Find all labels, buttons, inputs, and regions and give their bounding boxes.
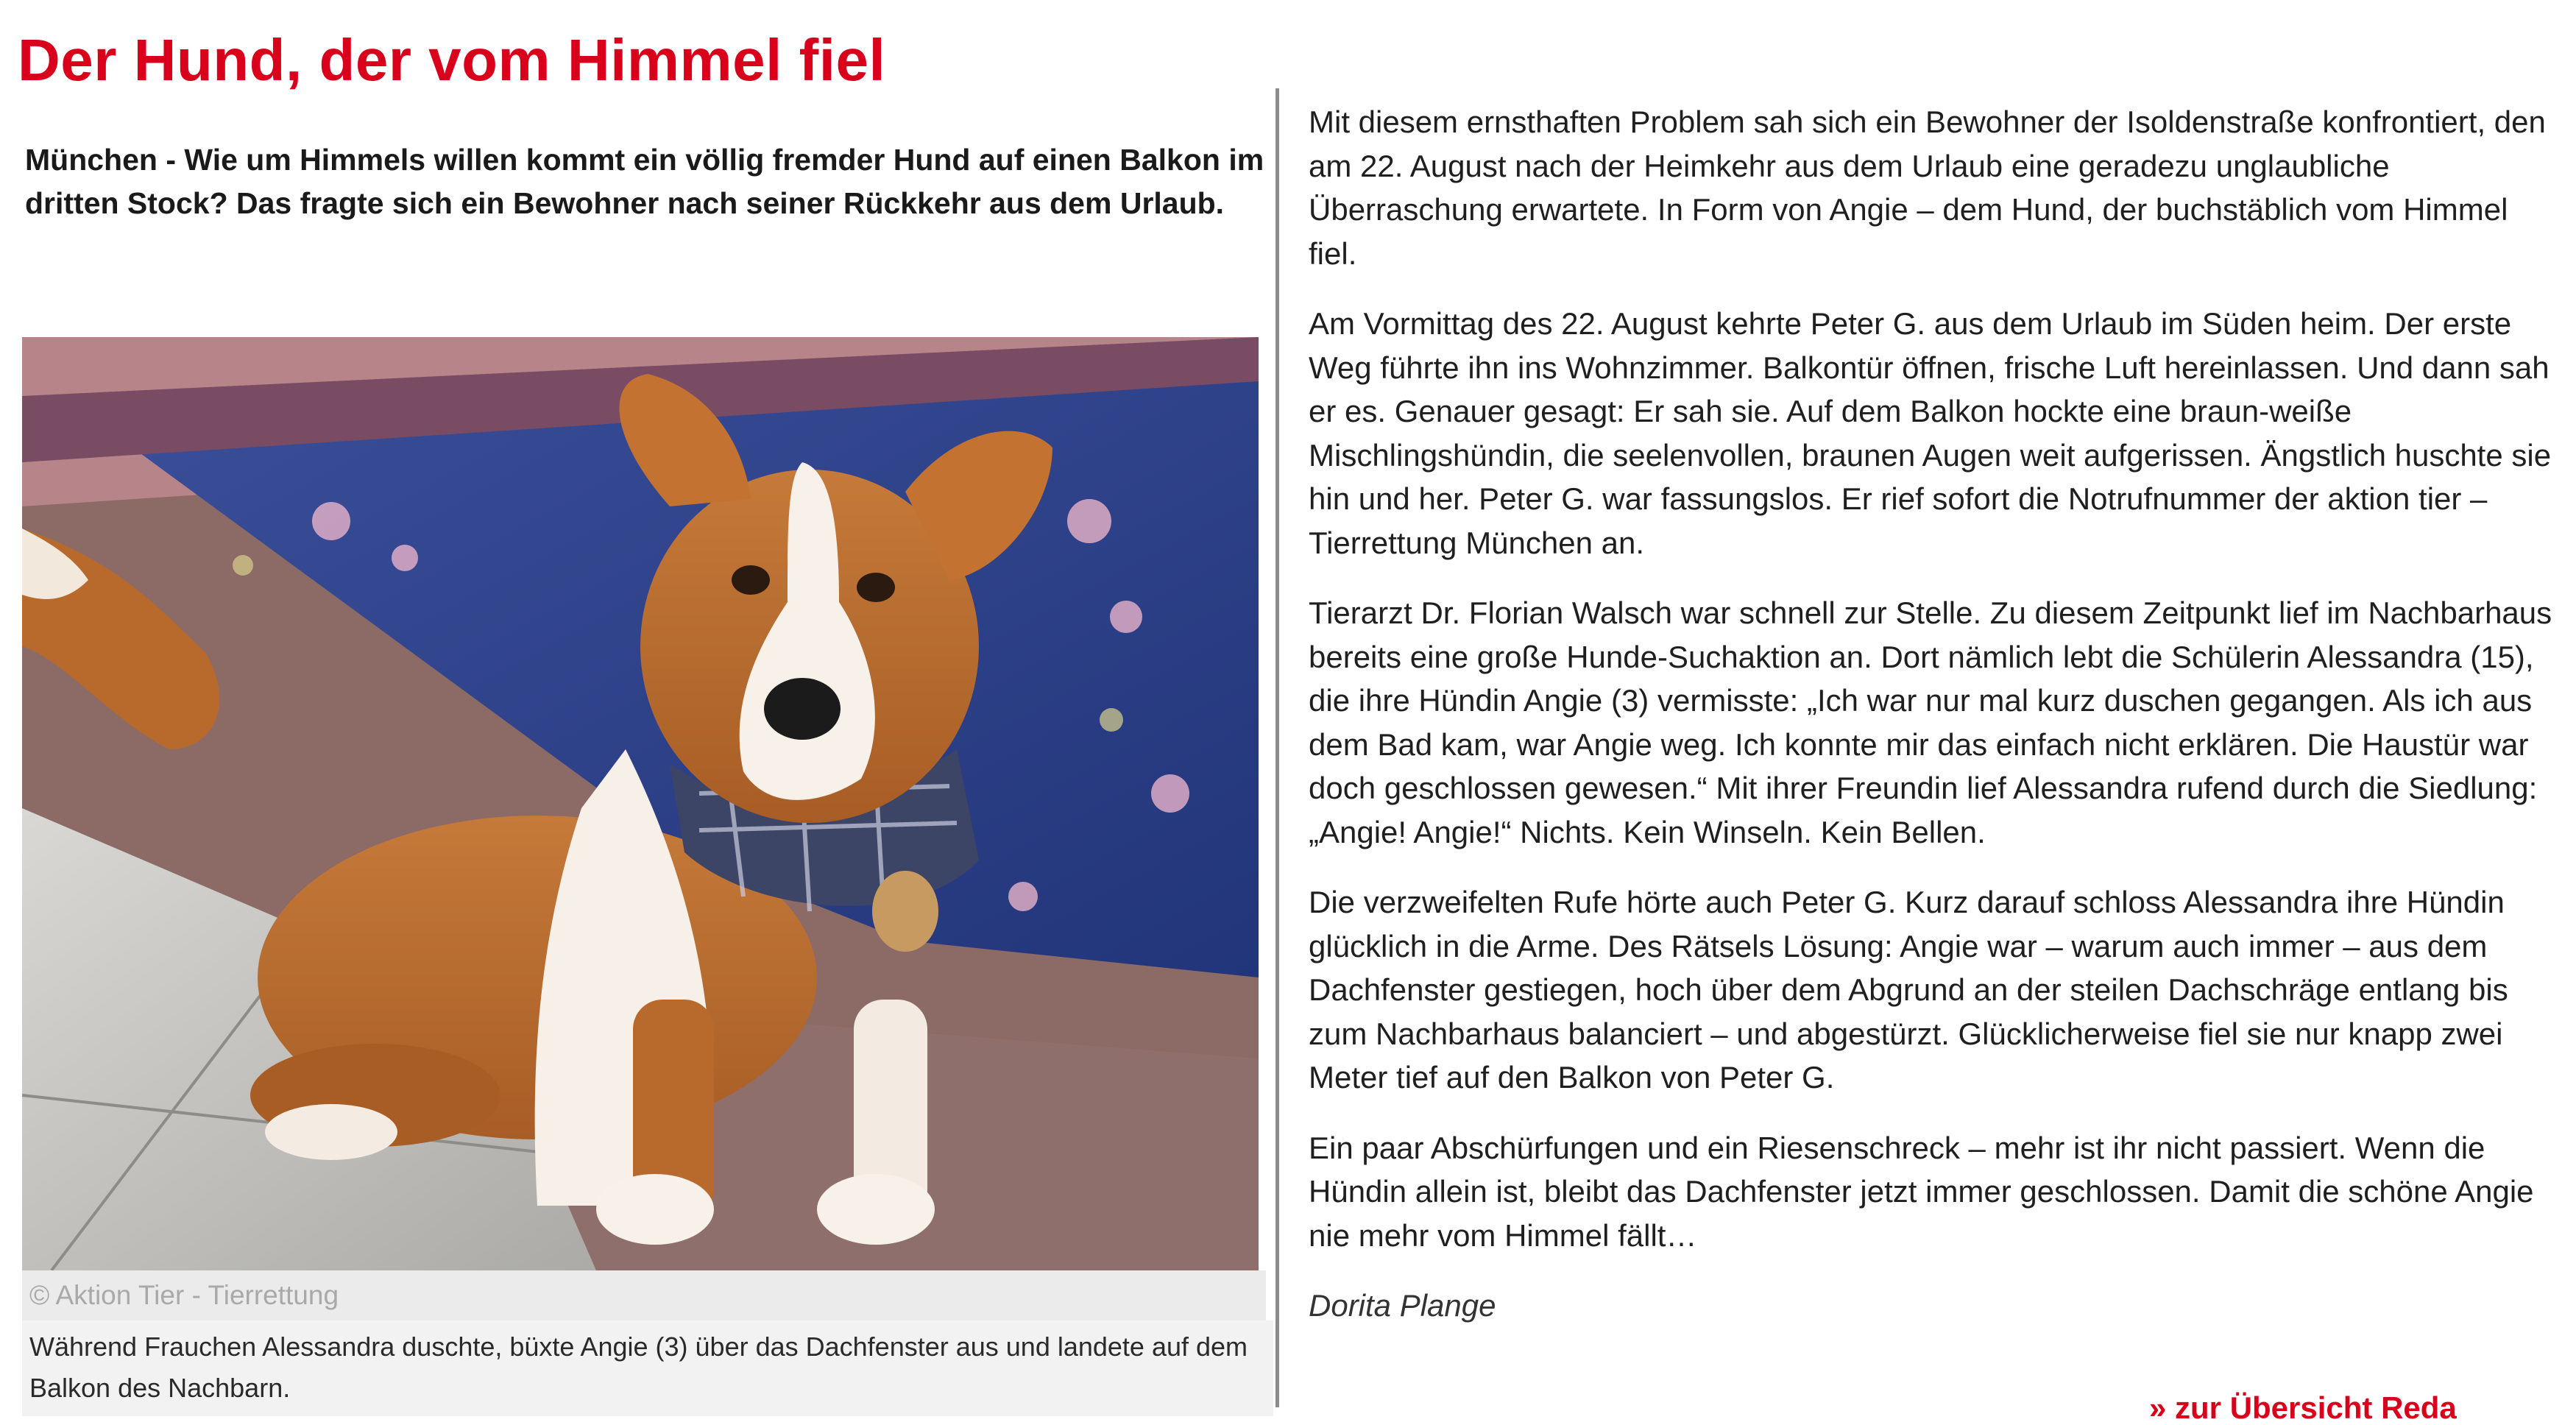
overview-link[interactable]: » zur Übersicht Reda [2149,1390,2457,1425]
article-figure [22,337,1273,1416]
column-divider [1275,88,1279,1407]
image-credit: © Aktion Tier - Tierrettung [22,1270,1266,1320]
body-paragraph: Tierarzt Dr. Florian Walsch war schnell zur Stelle. Zu diesem Zeitpunkt lief im Nachbarhaus bereits eine große Hunde-Suchaktion an. Dort nämlich lebt die Schülerin Alessandra (15), die ihre Hündin Angie (3) vermisste: „Ich war nur mal kurz duschen gegangen. Als ich aus dem Bad kam, war Angie weg. Ich konnte mir das einfach nicht erklären. Die Haustür war doch geschlossen gewesen.“ Mit ihrer Freundin lief Alessandra rufend durch die Siedlung: „Angie! Angie!“ Nichts. Kein Winseln. Kein Bellen. [1309,595,2552,849]
article-body [1309,100,2560,1354]
body-paragraph: Die verzweifelten Rufe hörte auch Peter G. Kurz darauf schloss Alessandra ihre Hündin glücklich in die Arme. Des Rätsels Lösung: Angie war – warum auch immer – aus dem Dachfenster gestiegen, hoch über dem Abgrund an der steilen Dachschräge entlang bis zum Nachbarhaus balanciert – und abgestürzt. Glücklicherweise fiel sie nur knapp zwei Meter tief auf den Balkon von Peter G. [1309,885,2508,1095]
article-lead: München - Wie um Himmels willen kommt ein völlig fremder Hund auf einen Balkon im dritten Stock? Das fragte sich ein Bewohner nach seiner Rückkehr aus dem Urlaub. [25,143,1264,220]
body-paragraph: Ein paar Abschürfungen und ein Riesenschreck – mehr ist ihr nicht passiert. Wenn die Hündin allein ist, bleibt das Dachfenster jetzt immer geschlossen. Damit die schöne Angie nie mehr vom Himmel fällt… [1309,1130,2534,1253]
body-paragraph: Mit diesem ernsthaften Problem sah sich ein Bewohner der Isoldenstraße konfrontiert, den am 22. August nach der Heimkehr aus dem Urlaub eine geradezu unglaubliche Überraschung erwartete. In Form von Angie – dem Hund, der buchstäblich vom Himmel fiel. [1309,105,2546,271]
article-title: Der Hund, der vom Himmel fiel [18,27,886,93]
image-caption: Während Frauchen Alessandra duschte, büxte Angie (3) über das Dachfenster aus und landete auf dem Balkon des Nachbarn. [22,1320,1273,1416]
dog-photo [22,337,1259,1270]
article-author: Dorita Plange [1309,1288,1496,1323]
body-paragraph: Am Vormittag des 22. August kehrte Peter G. aus dem Urlaub im Süden heim. Der erste Weg führte ihn ins Wohnzimmer. Balkontür öffnen, frische Luft hereinlassen. Und dann sah er es. Genauer gesagt: Er sah sie. Auf dem Balkon hockte eine braun-weiße Mischlingshündin, die seelenvollen, braunen Augen weit aufgerissen. Ängstlich huschte sie hin und her. Peter G. war fassungslos. Er rief sofort die Notrufnummer der aktion tier – Tierrettung München an. [1309,306,2552,560]
